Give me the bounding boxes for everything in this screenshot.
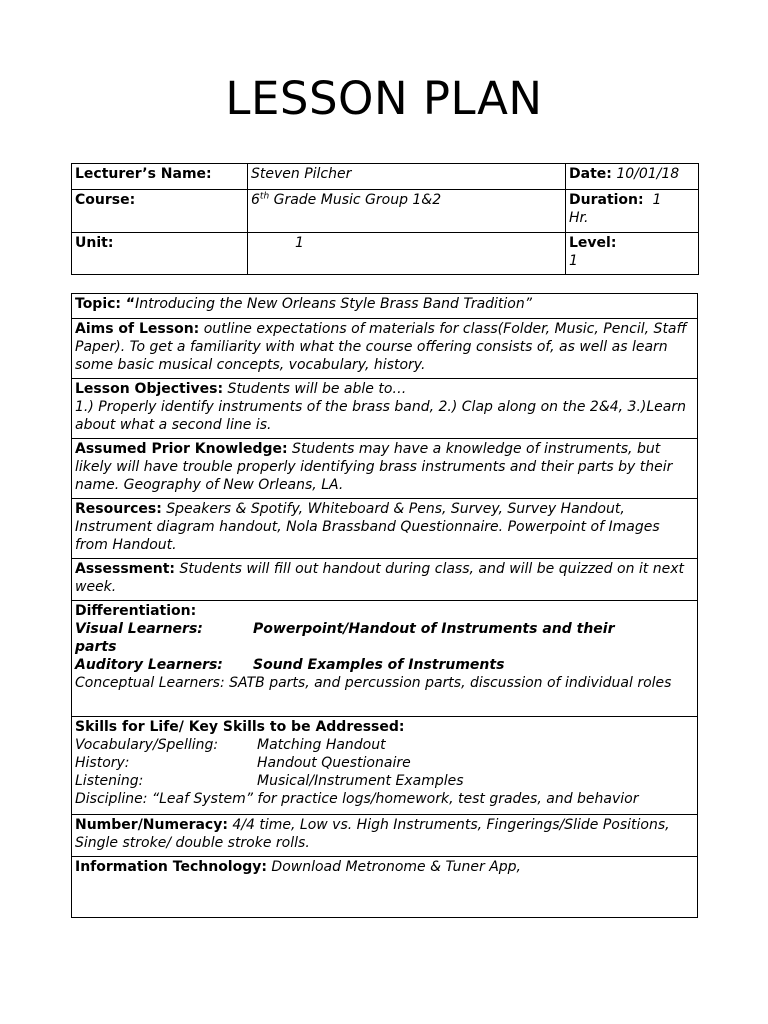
objectives-label: Lesson Objectives: [75, 381, 224, 397]
topic-cell [72, 294, 698, 319]
skill-name: History: [75, 755, 130, 771]
course-label: Course: [75, 192, 136, 208]
resources-value: Speakers & Spotify, Whiteboard & Pens, Survey, Survey Handout, Instrument diagram handout, Nola Brassband Questionnaire. Powerpoint of Images from Handout. [75, 501, 660, 553]
duration-value: 1 [652, 192, 662, 208]
auditory-learners-value: Sound Examples of Instruments [253, 657, 505, 673]
numeracy-cell [72, 815, 698, 857]
header-info-table [71, 163, 699, 275]
skill-row [75, 736, 694, 754]
visual-learners-value-cont: parts [75, 639, 117, 655]
unit-label: Unit: [75, 235, 114, 251]
assessment-label: Assessment: [75, 561, 176, 577]
skill-row [75, 772, 694, 790]
unit-value-cell [248, 233, 566, 275]
unit-label-cell [72, 233, 248, 275]
skill-name: Listening: [75, 773, 144, 789]
duration-label: Duration: [569, 192, 644, 208]
skills-label: Skills for Life/ Key Skills to be Addressed: [75, 719, 405, 735]
assessment-cell [72, 559, 698, 601]
skills-cell [72, 717, 698, 815]
resources-label: Resources: [75, 501, 162, 517]
lecturer-value: Steven Pilcher [251, 166, 352, 182]
lecturer-label: Lecturer’s Name: [75, 166, 212, 182]
auditory-learners-label: Auditory Learners: [75, 657, 223, 673]
document-title: LESSON PLAN [225, 72, 543, 125]
aims-label: Aims of Lesson: [75, 321, 200, 337]
objectives-value: 1.) Properly identify instruments of the brass band, 2.) Clap along on the 2&4, 3.)Learn about what a second line is. [75, 399, 686, 433]
skills-discipline: Discipline: “Leaf System” for practice logs/homework, test grades, and behavior [75, 791, 639, 807]
date-label: Date: [569, 166, 612, 182]
prior-knowledge-cell [72, 439, 698, 499]
resources-cell [72, 499, 698, 559]
duration-unit: Hr. [569, 210, 589, 226]
aims-cell [72, 319, 698, 379]
differentiation-cell [72, 601, 698, 717]
course-grade-suffix: th [259, 191, 270, 202]
skill-row [75, 754, 694, 772]
prior-knowledge-value: Students may have a knowledge of instruments, but likely will have trouble properly identifying brass instruments and their parts by their name. Geography of New Orleans, LA. [75, 441, 673, 493]
lesson-details-table [71, 293, 698, 918]
differentiation-label: Differentiation: [75, 603, 197, 619]
skill-value: Handout Questionaire [257, 755, 411, 771]
aims-value: outline expectations of materials for class(Folder, Music, Pencil, Staff Paper). To get a familiarity with what the course offering consists of, as well as learn some basic musical concepts, vocabulary, history. [75, 321, 687, 373]
skill-name: Vocabulary/Spelling: [75, 737, 219, 753]
information-technology-value: Download Metronome & Tuner App, [266, 859, 521, 875]
duration-cell [566, 190, 699, 233]
objectives-cell [72, 379, 698, 439]
visual-learners-row [75, 620, 694, 638]
topic-label: Topic: “ [75, 296, 136, 312]
information-technology-cell [72, 857, 698, 918]
lecturer-value-cell [248, 164, 566, 190]
topic-value: Introducing the New Orleans Style Brass Band Tradition” [135, 296, 532, 312]
conceptual-learners: Conceptual Learners: SATB parts, and percussion parts, discussion of individual roles [75, 675, 672, 691]
skill-value: Musical/Instrument Examples [257, 773, 464, 789]
unit-value: 1 [295, 235, 304, 251]
course-label-cell [72, 190, 248, 233]
visual-learners-label: Visual Learners: [75, 621, 203, 637]
course-grade: 6 [251, 192, 260, 208]
prior-knowledge-label: Assumed Prior Knowledge: [75, 441, 288, 457]
level-label: Level: [569, 235, 617, 251]
information-technology-label: Information Technology: [75, 859, 267, 875]
level-cell [566, 233, 699, 275]
lecturer-label-cell [72, 164, 248, 190]
date-value: 10/01/18 [616, 166, 680, 182]
visual-learners-value: Powerpoint/Handout of Instruments and their [253, 621, 615, 637]
numeracy-label: Number/Numeracy: [75, 817, 228, 833]
numeracy-value: 4/4 time, Low vs. High Instruments, Fingerings/Slide Positions, Single stroke/ double stroke rolls. [75, 817, 670, 851]
course-value: Grade Music Group 1&2 [269, 192, 442, 208]
auditory-learners-row [75, 656, 694, 674]
level-value: 1 [569, 253, 578, 269]
skill-value: Matching Handout [257, 737, 386, 753]
assessment-value: Students will fill out handout during class, and will be quizzed on it next week. [75, 561, 684, 595]
objectives-intro: Students will be able to… [223, 381, 407, 397]
date-cell [566, 164, 699, 190]
course-value-cell [248, 190, 566, 233]
